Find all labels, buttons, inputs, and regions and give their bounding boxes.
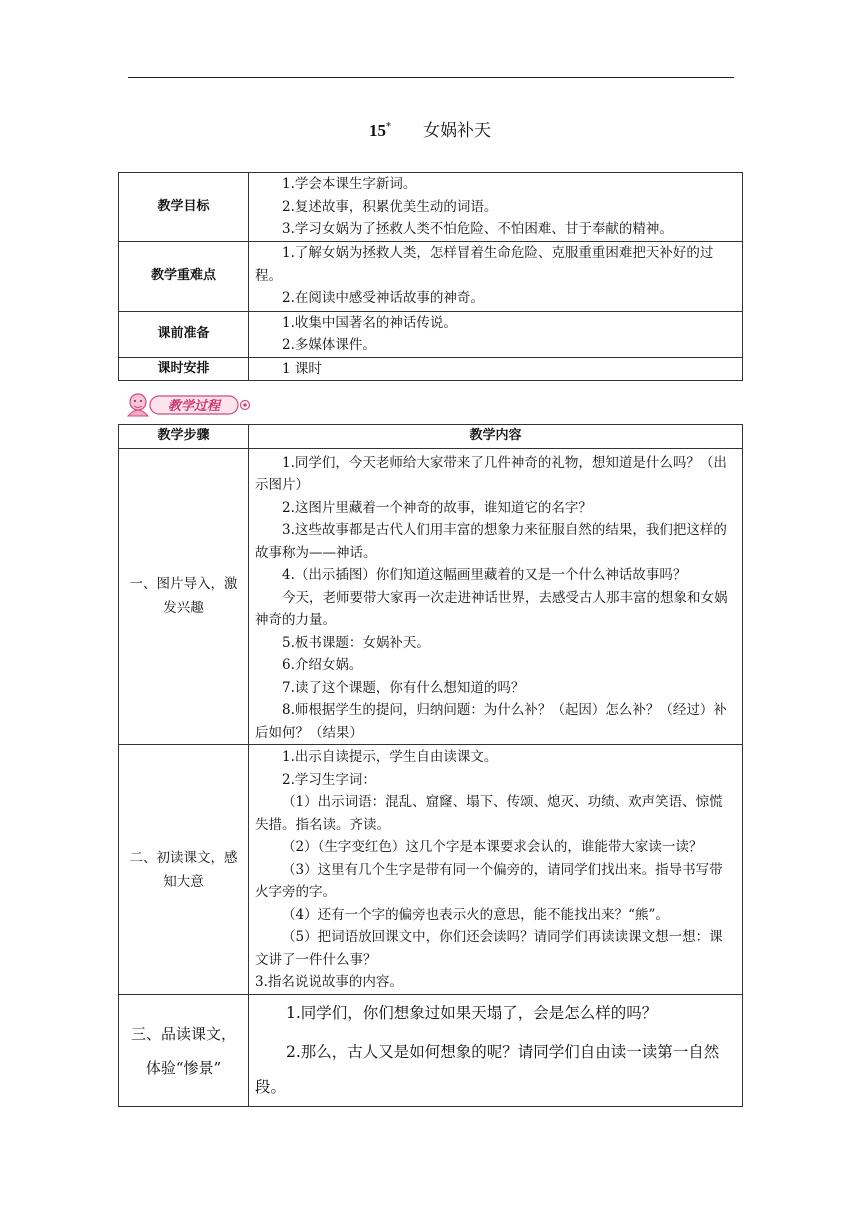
content-line: 3.指名说说故事的内容。 — [255, 974, 403, 990]
content-line: 1.学会本课生字新词。 — [282, 176, 417, 192]
content-line: （1）出示词语：混乱、窟窿、塌下、传颂、熄灭、功绩、欢声笑语、惊慌失措。指名读。齐读。 — [255, 794, 723, 833]
content-line: 2.多媒体课件。 — [282, 337, 376, 353]
content-line: 7.读了这个课题，你有什么想知道的吗？ — [282, 679, 525, 696]
content-line: 6.介绍女娲。 — [282, 657, 363, 673]
lesson-number: 15 — [369, 121, 386, 140]
row-content — [249, 311, 743, 357]
row-label: 课前准备 — [119, 311, 249, 357]
content-line: 8.师根据学生的提问，归纳问题：为什么补？（起因）怎么补？（经过）补后如何？（结果） — [255, 702, 727, 741]
content-line: 3.这些故事都是古代人们用丰富的想象力来征服自然的结果，我们把这样的故事称为——神话。 — [255, 522, 727, 561]
lesson-mark: * — [386, 121, 391, 133]
lesson-title — [0, 116, 860, 141]
content-line: 5.板书课题：女娲补天。 — [282, 634, 430, 651]
content-line: 1.收集中国著名的神话传说。 — [282, 314, 457, 331]
content-line: （4）还有一个字的偏旁也表示火的意思，能不能找出来？“熊”。 — [282, 906, 669, 923]
table-row — [119, 311, 743, 357]
content-line: 2.那么，古人又是如何想象的呢？请同学们自由读一读第一自然段。 — [255, 1043, 720, 1096]
row-label: 教学重难点 — [119, 241, 249, 311]
character-icon — [128, 394, 148, 416]
row-label: 教学目标 — [119, 173, 249, 242]
table-row — [119, 241, 743, 311]
header-step: 教学步骤 — [119, 425, 249, 449]
row-label: 课时安排 — [119, 357, 249, 381]
content-line: 1.同学们，你们想象过如果天塌了，会是怎么样的吗？ — [286, 1004, 658, 1022]
step-content — [249, 745, 743, 995]
lesson-name: 女娲补天 — [423, 121, 491, 141]
content-line: 2.这图片里藏着一个神奇的故事，谁知道它的名字？ — [282, 499, 592, 516]
content-line: （5）把词语放回课文中，你们还会读吗？请同学们再读读课文想一想：课文讲了一件什么事？ — [255, 929, 723, 968]
header-rule — [128, 77, 734, 78]
row-content — [249, 173, 743, 242]
header-row — [119, 425, 743, 449]
content-line: 1.同学们，今天老师给大家带来了几件神奇的礼物，想知道是什么吗？（出示图片） — [255, 454, 727, 493]
content-line: 3.学习女娲为了拯救人类不怕危险、不怕困难、甘于奉献的精神。 — [282, 221, 673, 237]
header-content: 教学内容 — [249, 425, 743, 449]
content-line: 1.出示自读提示，学生自由读课文。 — [282, 749, 498, 765]
content-line: （3）这里有几个生字是带有同一个偏旁的，请同学们找出来。指导书写带火字旁的字。 — [255, 861, 723, 900]
step-name: 二、初读课文，感知大意 — [119, 745, 249, 995]
row-content — [249, 241, 743, 311]
content-line: 2.学习生字词： — [282, 771, 376, 788]
process-table — [118, 424, 743, 1107]
table-row — [119, 745, 743, 995]
step-content — [249, 448, 743, 745]
table-row — [119, 357, 743, 381]
table-row — [119, 448, 743, 745]
step-name: 一、图片导入，激发兴趣 — [119, 448, 249, 745]
step-content — [249, 995, 743, 1107]
content-line: 今天，老师要带大家再一次走进神话世界，去感受古人那丰富的想象和女娲神奇的力量。 — [255, 589, 728, 628]
table-row — [119, 173, 743, 242]
content-line: 1.了解女娲为拯救人类，怎样冒着生命危险、克服重重困难把天补好的过程。 — [255, 245, 714, 284]
content-line: 4.（出示插图）你们知道这幅画里藏着的又是一个什么神话故事吗？ — [282, 567, 687, 583]
step-name: 三、品读课文，体验“惨景” — [119, 995, 249, 1107]
teaching-process-banner — [124, 390, 254, 418]
content-line: （2）（生字变红色）这几个字是本课要求会认的，谁能带大家读一读？ — [282, 839, 703, 855]
table-row — [119, 995, 743, 1107]
content-line: 2.复述故事，积累优美生动的词语。 — [282, 198, 498, 215]
row-content — [249, 357, 743, 381]
banner-text: 教学过程 — [167, 399, 221, 414]
content-line: 1 课时 — [282, 360, 322, 377]
info-table — [118, 172, 743, 381]
content-line: 2.在阅读中感受神话故事的神奇。 — [282, 290, 484, 307]
